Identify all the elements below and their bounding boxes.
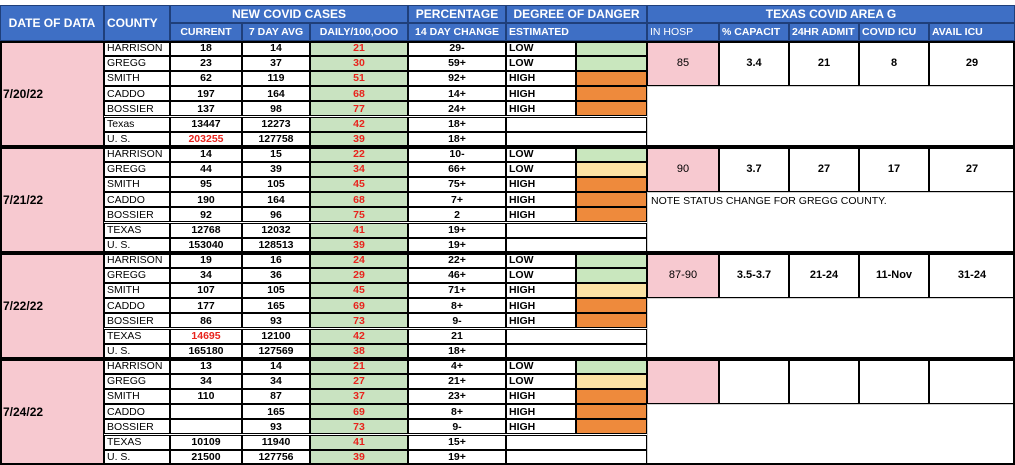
danger-swatch[interactable] (576, 71, 647, 86)
avg7-cell[interactable]: 165 (242, 298, 310, 313)
date-cell[interactable]: 7/24/22 (0, 359, 104, 465)
change-cell[interactable]: 10- (408, 147, 506, 162)
current-cell[interactable]: 14695 (170, 329, 242, 344)
danger-cell[interactable]: LOW (506, 147, 576, 162)
daily-cell[interactable]: 37 (310, 389, 408, 404)
area-in-hosp-cell[interactable]: 85 (647, 41, 719, 86)
county-cell[interactable]: U. S. (104, 132, 170, 147)
change-cell[interactable]: 19+ (408, 223, 506, 238)
daily-cell[interactable]: 39 (310, 132, 408, 147)
area-capacity-cell[interactable]: 3.5-3.7 (719, 253, 789, 298)
avg7-cell[interactable]: 165 (242, 404, 310, 419)
change-cell[interactable]: 71+ (408, 283, 506, 298)
change-cell[interactable]: 7+ (408, 192, 506, 207)
county-cell[interactable]: TEXAS (104, 223, 170, 238)
daily-cell[interactable]: 75 (310, 207, 408, 222)
daily-cell[interactable]: 51 (310, 71, 408, 86)
change-cell[interactable]: 23+ (408, 389, 506, 404)
danger-swatch[interactable] (576, 162, 647, 177)
area-capacity-cell[interactable]: 3.4 (719, 41, 789, 86)
current-cell[interactable]: 137 (170, 101, 242, 116)
danger-cell[interactable]: HIGH (506, 71, 576, 86)
area-covid-icu-cell[interactable]: 17 (859, 147, 929, 192)
avg7-cell[interactable]: 14 (242, 359, 310, 374)
county-cell[interactable]: HARRISON (104, 253, 170, 268)
current-cell[interactable]: 203255 (170, 132, 242, 147)
avg7-cell[interactable]: 14 (242, 41, 310, 56)
danger-empty-cell[interactable] (506, 238, 647, 253)
change-cell[interactable]: 59+ (408, 56, 506, 71)
county-cell[interactable]: BOSSIER (104, 207, 170, 222)
avg7-cell[interactable]: 164 (242, 86, 310, 101)
daily-cell[interactable]: 73 (310, 313, 408, 328)
danger-cell[interactable]: HIGH (506, 313, 576, 328)
change-cell[interactable]: 2 (408, 207, 506, 222)
avg7-cell[interactable]: 34 (242, 374, 310, 389)
change-cell[interactable]: 14+ (408, 86, 506, 101)
daily-cell[interactable]: 45 (310, 283, 408, 298)
avg7-cell[interactable]: 15 (242, 147, 310, 162)
danger-cell[interactable]: LOW (506, 374, 576, 389)
area-capacity-cell[interactable] (719, 359, 789, 404)
daily-cell[interactable]: 69 (310, 298, 408, 313)
header-7day-avg[interactable]: 7 DAY AVG (242, 23, 310, 41)
date-cell[interactable]: 7/21/22 (0, 147, 104, 253)
danger-swatch[interactable] (576, 268, 647, 283)
danger-swatch[interactable] (576, 207, 647, 222)
daily-cell[interactable]: 41 (310, 435, 408, 450)
county-cell[interactable]: TEXAS (104, 329, 170, 344)
area-lower-region[interactable] (647, 86, 1015, 146)
change-cell[interactable]: 92+ (408, 71, 506, 86)
avg7-cell[interactable]: 127756 (242, 450, 310, 465)
county-cell[interactable]: GREGG (104, 374, 170, 389)
danger-cell[interactable]: HIGH (506, 419, 576, 434)
county-cell[interactable]: CADDO (104, 298, 170, 313)
danger-cell[interactable]: LOW (506, 268, 576, 283)
current-cell[interactable]: 13 (170, 359, 242, 374)
avg7-cell[interactable]: 37 (242, 56, 310, 71)
change-cell[interactable]: 19+ (408, 450, 506, 465)
danger-empty-cell[interactable] (506, 450, 647, 465)
area-avail-icu-cell[interactable]: 29 (929, 41, 1015, 86)
danger-swatch[interactable] (576, 192, 647, 207)
avg7-cell[interactable]: 16 (242, 253, 310, 268)
avg7-cell[interactable]: 12100 (242, 329, 310, 344)
area-admit24-cell[interactable] (789, 359, 859, 404)
current-cell[interactable]: 23 (170, 56, 242, 71)
current-cell[interactable]: 177 (170, 298, 242, 313)
county-cell[interactable]: BOSSIER (104, 419, 170, 434)
county-cell[interactable]: SMITH (104, 177, 170, 192)
change-cell[interactable]: 8+ (408, 298, 506, 313)
daily-cell[interactable]: 39 (310, 238, 408, 253)
area-lower-region[interactable] (647, 298, 1015, 358)
area-covid-icu-cell[interactable]: 11-Nov (859, 253, 929, 298)
header-avail-icu[interactable]: AVAIL ICU (929, 23, 1015, 41)
area-capacity-cell[interactable]: 3.7 (719, 147, 789, 192)
county-cell[interactable]: SMITH (104, 389, 170, 404)
danger-swatch[interactable] (576, 298, 647, 313)
current-cell[interactable]: 18 (170, 41, 242, 56)
avg7-cell[interactable]: 36 (242, 268, 310, 283)
current-cell[interactable]: 95 (170, 177, 242, 192)
current-cell[interactable]: 13447 (170, 117, 242, 132)
danger-swatch[interactable] (576, 359, 647, 374)
county-cell[interactable]: CADDO (104, 192, 170, 207)
area-covid-icu-cell[interactable] (859, 359, 929, 404)
change-cell[interactable]: 21 (408, 329, 506, 344)
current-cell[interactable]: 19 (170, 253, 242, 268)
header-in-hosp[interactable]: IN HOSP (647, 23, 719, 41)
change-cell[interactable]: 18+ (408, 344, 506, 359)
change-cell[interactable]: 75+ (408, 177, 506, 192)
change-cell[interactable]: 22+ (408, 253, 506, 268)
avg7-cell[interactable]: 93 (242, 313, 310, 328)
avg7-cell[interactable]: 87 (242, 389, 310, 404)
header-daily-per-100k[interactable]: DAILY/100,OOO (310, 23, 408, 41)
current-cell[interactable]: 197 (170, 86, 242, 101)
header-current[interactable]: CURRENT (170, 23, 242, 41)
county-cell[interactable]: U. S. (104, 344, 170, 359)
avg7-cell[interactable]: 127758 (242, 132, 310, 147)
avg7-cell[interactable]: 11940 (242, 435, 310, 450)
change-cell[interactable]: 29- (408, 41, 506, 56)
county-cell[interactable]: BOSSIER (104, 101, 170, 116)
daily-cell[interactable]: 45 (310, 177, 408, 192)
daily-cell[interactable]: 68 (310, 192, 408, 207)
avg7-cell[interactable]: 39 (242, 162, 310, 177)
area-in-hosp-cell[interactable]: 90 (647, 147, 719, 192)
danger-empty-cell[interactable] (506, 117, 647, 132)
danger-empty-cell[interactable] (506, 435, 647, 450)
daily-cell[interactable]: 42 (310, 117, 408, 132)
area-avail-icu-cell[interactable]: 27 (929, 147, 1015, 192)
avg7-cell[interactable]: 127569 (242, 344, 310, 359)
danger-cell[interactable]: HIGH (506, 389, 576, 404)
header-county[interactable]: COUNTY (104, 5, 170, 41)
avg7-cell[interactable]: 96 (242, 207, 310, 222)
area-admit24-cell[interactable]: 21-24 (789, 253, 859, 298)
daily-cell[interactable]: 21 (310, 41, 408, 56)
danger-swatch[interactable] (576, 253, 647, 268)
county-cell[interactable]: SMITH (104, 283, 170, 298)
current-cell[interactable]: 62 (170, 71, 242, 86)
current-cell[interactable] (170, 404, 242, 419)
danger-swatch[interactable] (576, 101, 647, 116)
avg7-cell[interactable]: 12032 (242, 223, 310, 238)
danger-empty-cell[interactable] (506, 344, 647, 359)
avg7-cell[interactable]: 119 (242, 71, 310, 86)
daily-cell[interactable]: 34 (310, 162, 408, 177)
danger-swatch[interactable] (576, 177, 647, 192)
area-avail-icu-cell[interactable] (929, 359, 1015, 404)
daily-cell[interactable]: 68 (310, 86, 408, 101)
danger-empty-cell[interactable] (506, 132, 647, 147)
avg7-cell[interactable]: 93 (242, 419, 310, 434)
change-cell[interactable]: 15+ (408, 435, 506, 450)
change-cell[interactable]: 9- (408, 313, 506, 328)
daily-cell[interactable]: 29 (310, 268, 408, 283)
county-cell[interactable]: BOSSIER (104, 313, 170, 328)
danger-cell[interactable]: HIGH (506, 177, 576, 192)
danger-swatch[interactable] (576, 419, 647, 434)
avg7-cell[interactable]: 98 (242, 101, 310, 116)
daily-cell[interactable]: 77 (310, 101, 408, 116)
county-cell[interactable]: GREGG (104, 162, 170, 177)
danger-cell[interactable]: HIGH (506, 298, 576, 313)
county-cell[interactable]: HARRISON (104, 147, 170, 162)
change-cell[interactable]: 4+ (408, 359, 506, 374)
daily-cell[interactable]: 42 (310, 329, 408, 344)
header-degree-of-danger[interactable]: DEGREE OF DANGER (506, 5, 647, 23)
current-cell[interactable]: 190 (170, 192, 242, 207)
change-cell[interactable]: 18+ (408, 132, 506, 147)
current-cell[interactable]: 153040 (170, 238, 242, 253)
area-admit24-cell[interactable]: 27 (789, 147, 859, 192)
danger-swatch[interactable] (576, 283, 647, 298)
daily-cell[interactable]: 30 (310, 56, 408, 71)
area-lower-region[interactable] (647, 404, 1015, 464)
area-covid-icu-cell[interactable]: 8 (859, 41, 929, 86)
county-cell[interactable]: CADDO (104, 404, 170, 419)
county-cell[interactable]: GREGG (104, 268, 170, 283)
current-cell[interactable]: 92 (170, 207, 242, 222)
header-14day-change[interactable]: 14 DAY CHANGE (408, 23, 506, 41)
danger-swatch[interactable] (576, 41, 647, 56)
daily-cell[interactable]: 21 (310, 359, 408, 374)
daily-cell[interactable]: 22 (310, 147, 408, 162)
area-in-hosp-cell[interactable] (647, 359, 719, 404)
header-percentage[interactable]: PERCENTAGE (408, 5, 506, 23)
county-cell[interactable]: GREGG (104, 56, 170, 71)
current-cell[interactable]: 107 (170, 283, 242, 298)
danger-swatch[interactable] (576, 313, 647, 328)
current-cell[interactable]: 44 (170, 162, 242, 177)
daily-cell[interactable]: 73 (310, 419, 408, 434)
change-cell[interactable]: 8+ (408, 404, 506, 419)
daily-cell[interactable]: 41 (310, 223, 408, 238)
current-cell[interactable]: 110 (170, 389, 242, 404)
change-cell[interactable]: 24+ (408, 101, 506, 116)
change-cell[interactable]: 19+ (408, 238, 506, 253)
change-cell[interactable]: 21+ (408, 374, 506, 389)
county-cell[interactable]: SMITH (104, 71, 170, 86)
daily-cell[interactable]: 24 (310, 253, 408, 268)
danger-cell[interactable]: LOW (506, 41, 576, 56)
header-date[interactable]: DATE OF DATA (0, 5, 104, 41)
current-cell[interactable] (170, 419, 242, 434)
status-note: NOTE STATUS CHANGE FOR GREGG COUNTY. (651, 195, 887, 208)
current-cell[interactable]: 34 (170, 268, 242, 283)
danger-cell[interactable]: LOW (506, 56, 576, 71)
current-cell[interactable]: 21500 (170, 450, 242, 465)
change-cell[interactable]: 18+ (408, 117, 506, 132)
county-cell[interactable]: HARRISON (104, 359, 170, 374)
danger-cell[interactable]: HIGH (506, 192, 576, 207)
avg7-cell[interactable]: 12273 (242, 117, 310, 132)
change-cell[interactable]: 66+ (408, 162, 506, 177)
danger-empty-cell[interactable] (506, 223, 647, 238)
change-cell[interactable]: 46+ (408, 268, 506, 283)
danger-cell[interactable]: HIGH (506, 283, 576, 298)
header-estimated[interactable]: ESTIMATED (506, 23, 647, 41)
county-cell[interactable]: Texas (104, 117, 170, 132)
current-cell[interactable]: 10109 (170, 435, 242, 450)
daily-cell[interactable]: 69 (310, 404, 408, 419)
avg7-cell[interactable]: 105 (242, 283, 310, 298)
current-cell[interactable]: 86 (170, 313, 242, 328)
daily-cell[interactable]: 27 (310, 374, 408, 389)
county-cell[interactable]: U. S. (104, 238, 170, 253)
header-capacity[interactable]: % CAPACIT (719, 23, 789, 41)
danger-cell[interactable]: LOW (506, 253, 576, 268)
avg7-cell[interactable]: 128513 (242, 238, 310, 253)
danger-cell[interactable]: HIGH (506, 404, 576, 419)
current-cell[interactable]: 165180 (170, 344, 242, 359)
current-cell[interactable]: 14 (170, 147, 242, 162)
current-cell[interactable]: 34 (170, 374, 242, 389)
county-cell[interactable]: TEXAS (104, 435, 170, 450)
county-cell[interactable]: U. S. (104, 450, 170, 465)
date-cell[interactable]: 7/22/22 (0, 253, 104, 359)
county-cell[interactable]: CADDO (104, 86, 170, 101)
danger-swatch[interactable] (576, 86, 647, 101)
change-cell[interactable]: 9- (408, 419, 506, 434)
area-in-hosp-cell[interactable]: 87-90 (647, 253, 719, 298)
danger-swatch[interactable] (576, 56, 647, 71)
danger-cell[interactable]: HIGH (506, 86, 576, 101)
area-admit24-cell[interactable]: 21 (789, 41, 859, 86)
header-24hr-admit[interactable]: 24HR ADMIT (789, 23, 859, 41)
header-new-cases[interactable]: NEW COVID CASES (170, 5, 408, 23)
avg7-cell[interactable]: 105 (242, 177, 310, 192)
area-avail-icu-cell[interactable]: 31-24 (929, 253, 1015, 298)
county-cell[interactable]: HARRISON (104, 41, 170, 56)
current-cell[interactable]: 12768 (170, 223, 242, 238)
danger-cell[interactable]: HIGH (506, 207, 576, 222)
danger-empty-cell[interactable] (506, 329, 647, 344)
header-area-g[interactable]: TEXAS COVID AREA G (647, 5, 1015, 23)
danger-cell[interactable]: HIGH (506, 101, 576, 116)
danger-swatch[interactable] (576, 389, 647, 404)
danger-cell[interactable]: LOW (506, 359, 576, 374)
danger-swatch[interactable] (576, 147, 647, 162)
danger-swatch[interactable] (576, 374, 647, 389)
date-cell[interactable]: 7/20/22 (0, 41, 104, 147)
header-covid-icu[interactable]: COVID ICU (859, 23, 929, 41)
daily-cell[interactable]: 39 (310, 450, 408, 465)
danger-swatch[interactable] (576, 404, 647, 419)
daily-cell[interactable]: 38 (310, 344, 408, 359)
danger-cell[interactable]: LOW (506, 162, 576, 177)
avg7-cell[interactable]: 164 (242, 192, 310, 207)
